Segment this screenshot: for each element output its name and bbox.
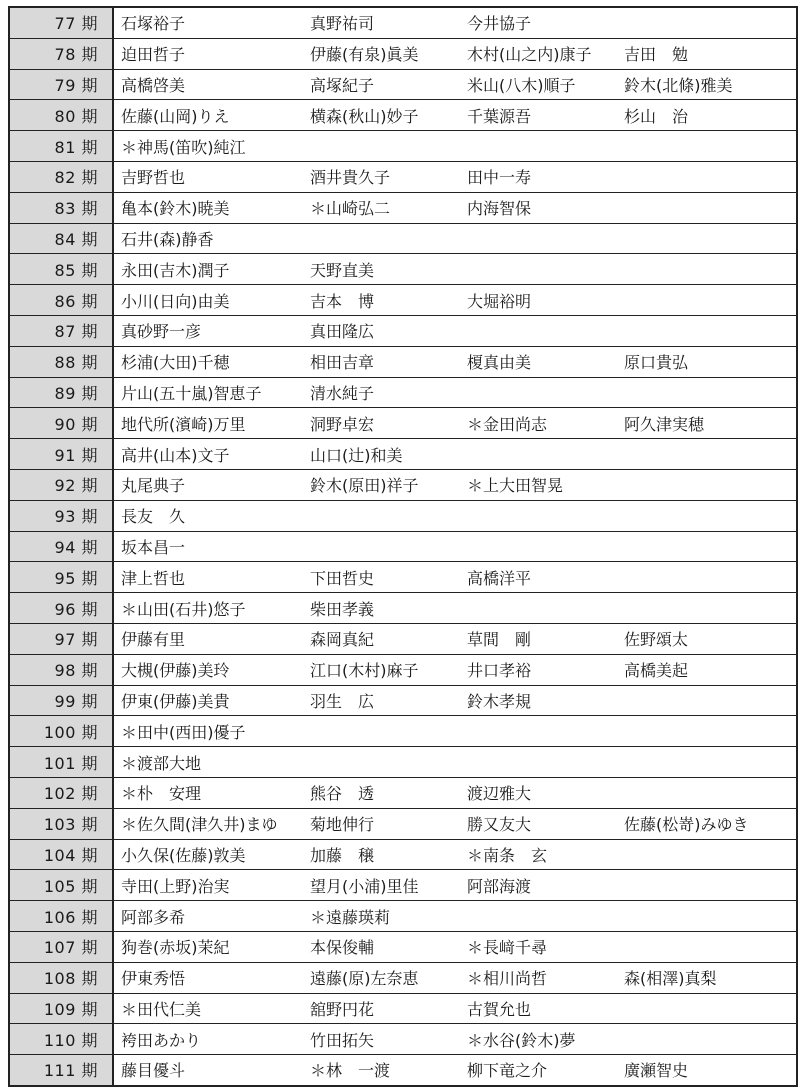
table-row <box>10 994 796 1025</box>
member-name: 鈴木孝規 <box>467 691 532 711</box>
table-row <box>10 932 796 963</box>
member-name: 本保俊輔 <box>310 938 375 958</box>
table-row <box>10 439 796 470</box>
table-row <box>10 254 796 285</box>
names-cell <box>114 100 796 130</box>
member-name: ＊佐久間(津久井)まゆ <box>121 815 278 835</box>
member-name: ＊金田尚志 <box>467 414 548 434</box>
table-row <box>10 562 796 593</box>
member-name: 亀本(鈴木)暁美 <box>121 199 230 219</box>
member-name: 熊谷 透 <box>310 784 375 804</box>
names-cell <box>114 809 796 839</box>
member-name: 吉本 博 <box>310 291 375 311</box>
member-name: 迫田哲子 <box>121 45 186 65</box>
term-label: 108 期 <box>10 963 114 993</box>
member-name: 江口(木村)麻子 <box>310 661 419 681</box>
names-cell <box>114 532 796 562</box>
member-name: 石井(森)静香 <box>121 229 214 249</box>
member-name: 洞野卓宏 <box>310 414 375 434</box>
table-row <box>10 840 796 871</box>
term-label: 103 期 <box>10 809 114 839</box>
member-name: ＊水谷(鈴木)夢 <box>467 1030 576 1050</box>
term-label: 95 期 <box>10 562 114 592</box>
names-cell <box>114 39 796 69</box>
member-name: 舘野円花 <box>310 999 375 1019</box>
member-name: 今井協子 <box>467 14 532 34</box>
table-row <box>10 100 796 131</box>
member-name: ＊山田(石井)悠子 <box>121 599 246 619</box>
term-label: 82 期 <box>10 162 114 192</box>
term-label: 77 期 <box>10 8 114 38</box>
table-row <box>10 162 796 193</box>
member-name: 伊藤(有泉)眞美 <box>310 45 419 65</box>
table-row <box>10 131 796 162</box>
names-cell <box>114 593 796 623</box>
member-name: 大槻(伊藤)美玲 <box>121 661 230 681</box>
member-name: 菊地伸行 <box>310 815 375 835</box>
term-label: 79 期 <box>10 70 114 100</box>
member-name: 柴田孝義 <box>310 599 375 619</box>
member-name: 杉浦(大田)千穂 <box>121 353 230 373</box>
member-name: 横森(秋山)妙子 <box>310 106 419 126</box>
term-label: 84 期 <box>10 224 114 254</box>
member-name: 長友 久 <box>121 507 186 527</box>
member-name: 清水純子 <box>310 383 375 403</box>
names-cell <box>114 70 796 100</box>
term-label: 106 期 <box>10 901 114 931</box>
names-cell <box>114 470 796 500</box>
names-cell <box>114 439 796 469</box>
names-cell <box>114 254 796 284</box>
member-name: 真田隆広 <box>310 322 375 342</box>
member-name: 遠藤(原)左奈恵 <box>310 969 419 989</box>
table-row <box>10 224 796 255</box>
table-row <box>10 193 796 224</box>
names-cell <box>114 901 796 931</box>
member-name: 狗巻(赤坂)茉紀 <box>121 938 230 958</box>
table-row <box>10 39 796 70</box>
term-label: 94 期 <box>10 532 114 562</box>
member-name: 小久保(佐藤)敦美 <box>121 845 246 865</box>
member-name: ＊神馬(笛吹)純江 <box>121 137 246 157</box>
term-label: 98 期 <box>10 655 114 685</box>
term-label: 91 期 <box>10 439 114 469</box>
member-name: 佐藤(山岡)りえ <box>121 106 230 126</box>
member-name: 廣瀬智史 <box>624 1061 689 1081</box>
member-name: ＊相川尚哲 <box>467 969 548 989</box>
term-label: 107 期 <box>10 932 114 962</box>
names-cell <box>114 347 796 377</box>
names-cell <box>114 562 796 592</box>
names-cell <box>114 193 796 223</box>
member-name: 古賀允也 <box>467 999 532 1019</box>
member-name: 井口孝裕 <box>467 661 532 681</box>
term-label: 85 期 <box>10 254 114 284</box>
table-row <box>10 70 796 101</box>
member-name: 片山(五十嵐)智恵子 <box>121 383 262 403</box>
table-row <box>10 470 796 501</box>
term-label: 89 期 <box>10 378 114 408</box>
names-cell <box>114 501 796 531</box>
table-row <box>10 408 796 439</box>
names-cell <box>114 963 796 993</box>
member-name: 真野祐司 <box>310 14 375 34</box>
names-cell <box>114 162 796 192</box>
member-name: 内海智保 <box>467 199 532 219</box>
member-name: 鈴木(北條)雅美 <box>624 75 733 95</box>
table-row <box>10 809 796 840</box>
member-name: 原口貴弘 <box>624 353 689 373</box>
table-row <box>10 747 796 778</box>
member-name: 丸尾典子 <box>121 476 186 496</box>
member-name: 相田吉章 <box>310 353 375 373</box>
member-name: 藤目優斗 <box>121 1061 186 1081</box>
table-row <box>10 1055 796 1087</box>
member-name: 米山(八木)順子 <box>467 75 576 95</box>
member-name: 杉山 治 <box>624 106 689 126</box>
term-label: 93 期 <box>10 501 114 531</box>
member-name: 山口(辻)和美 <box>310 445 403 465</box>
names-cell <box>114 1055 796 1085</box>
names-cell <box>114 8 796 38</box>
member-name: 加藤 穣 <box>310 845 375 865</box>
member-name: 寺田(上野)治実 <box>121 876 230 896</box>
term-label: 90 期 <box>10 408 114 438</box>
table-row <box>10 870 796 901</box>
names-cell <box>114 408 796 438</box>
member-name: 勝又友大 <box>467 815 532 835</box>
term-label: 105 期 <box>10 870 114 900</box>
member-name: 伊東(伊藤)美貴 <box>121 691 230 711</box>
member-name: 佐藤(松嵜)みゆき <box>624 815 749 835</box>
table-row <box>10 778 796 809</box>
names-cell <box>114 716 796 746</box>
member-name: 大堀裕明 <box>467 291 532 311</box>
member-name: 柳下竜之介 <box>467 1061 548 1081</box>
table-row <box>10 8 796 39</box>
member-name: 阿久津実穂 <box>624 414 705 434</box>
member-name: 榎真由美 <box>467 353 532 373</box>
names-cell <box>114 686 796 716</box>
member-name: 津上哲也 <box>121 568 186 588</box>
member-name: 草間 剛 <box>467 630 532 650</box>
member-name: 高橋洋平 <box>467 568 532 588</box>
names-cell <box>114 994 796 1024</box>
member-name: 坂本昌一 <box>121 537 186 557</box>
term-label: 110 期 <box>10 1024 114 1054</box>
term-label: 88 期 <box>10 347 114 377</box>
table-row <box>10 655 796 686</box>
member-name: 鈴木(原田)祥子 <box>310 476 419 496</box>
member-name: 高橋美起 <box>624 661 689 681</box>
names-cell <box>114 747 796 777</box>
member-name: 高橋啓美 <box>121 75 186 95</box>
names-cell <box>114 131 796 161</box>
member-name: ＊田中(西田)優子 <box>121 722 246 742</box>
member-name: 森(相澤)真梨 <box>624 969 717 989</box>
member-name: 田中一寿 <box>467 168 532 188</box>
member-name: 酒井貴久子 <box>310 168 391 188</box>
table-row <box>10 624 796 655</box>
names-cell <box>114 655 796 685</box>
member-name: 木村(山之内)康子 <box>467 45 592 65</box>
table-row <box>10 347 796 378</box>
term-label: 83 期 <box>10 193 114 223</box>
table-row <box>10 901 796 932</box>
member-name: ＊上大田智晃 <box>467 476 564 496</box>
term-label: 104 期 <box>10 840 114 870</box>
member-name: 地代所(濱崎)万里 <box>121 414 246 434</box>
table-row <box>10 501 796 532</box>
member-name: 渡辺雅大 <box>467 784 532 804</box>
member-name: 羽生 広 <box>310 691 375 711</box>
table-row <box>10 686 796 717</box>
member-name: 真砂野一彦 <box>121 322 202 342</box>
member-name: 森岡真紀 <box>310 630 375 650</box>
term-label: 87 期 <box>10 316 114 346</box>
table-row <box>10 716 796 747</box>
names-cell <box>114 870 796 900</box>
member-name: 袴田あかり <box>121 1030 202 1050</box>
table-row <box>10 1024 796 1055</box>
member-name: ＊長﨑千尋 <box>467 938 548 958</box>
term-label: 81 期 <box>10 131 114 161</box>
member-name: 高塚紀子 <box>310 75 375 95</box>
member-name: 高井(山本)文子 <box>121 445 230 465</box>
member-name: 望月(小浦)里佳 <box>310 876 419 896</box>
term-label: 109 期 <box>10 994 114 1024</box>
member-name: 伊東秀悟 <box>121 969 186 989</box>
member-name: ＊田代仁美 <box>121 999 202 1019</box>
table-row <box>10 316 796 347</box>
member-name: 千葉源吾 <box>467 106 532 126</box>
member-name: 佐野頌太 <box>624 630 689 650</box>
term-label: 100 期 <box>10 716 114 746</box>
names-cell <box>114 932 796 962</box>
member-name: ＊渡部大地 <box>121 753 202 773</box>
member-name: 阿部多希 <box>121 907 186 927</box>
term-label: 99 期 <box>10 686 114 716</box>
names-cell <box>114 285 796 315</box>
member-name: ＊林 一渡 <box>310 1061 391 1081</box>
member-name: 永田(吉木)潤子 <box>121 260 230 280</box>
table-row <box>10 532 796 563</box>
roster-table <box>8 6 798 1087</box>
member-name: 吉田 勉 <box>624 45 689 65</box>
member-name: 阿部海渡 <box>467 876 532 896</box>
term-label: 78 期 <box>10 39 114 69</box>
names-cell <box>114 316 796 346</box>
names-cell <box>114 624 796 654</box>
names-cell <box>114 778 796 808</box>
member-name: 石塚裕子 <box>121 14 186 34</box>
names-cell <box>114 224 796 254</box>
term-label: 101 期 <box>10 747 114 777</box>
term-label: 102 期 <box>10 778 114 808</box>
term-label: 92 期 <box>10 470 114 500</box>
table-row <box>10 285 796 316</box>
term-label: 97 期 <box>10 624 114 654</box>
names-cell <box>114 840 796 870</box>
names-cell <box>114 1024 796 1054</box>
member-name: ＊山崎弘二 <box>310 199 391 219</box>
member-name: 下田哲史 <box>310 568 375 588</box>
term-label: 80 期 <box>10 100 114 130</box>
member-name: 天野直美 <box>310 260 375 280</box>
term-label: 96 期 <box>10 593 114 623</box>
member-name: 伊藤有里 <box>121 630 186 650</box>
table-row <box>10 593 796 624</box>
member-name: ＊南条 玄 <box>467 845 548 865</box>
member-name: 小川(日向)由美 <box>121 291 230 311</box>
table-row <box>10 963 796 994</box>
member-name: 竹田拓矢 <box>310 1030 375 1050</box>
names-cell <box>114 378 796 408</box>
term-label: 111 期 <box>10 1055 114 1085</box>
member-name: ＊朴 安理 <box>121 784 202 804</box>
table-row <box>10 378 796 409</box>
member-name: 吉野哲也 <box>121 168 186 188</box>
member-name: ＊遠藤瑛莉 <box>310 907 391 927</box>
term-label: 86 期 <box>10 285 114 315</box>
